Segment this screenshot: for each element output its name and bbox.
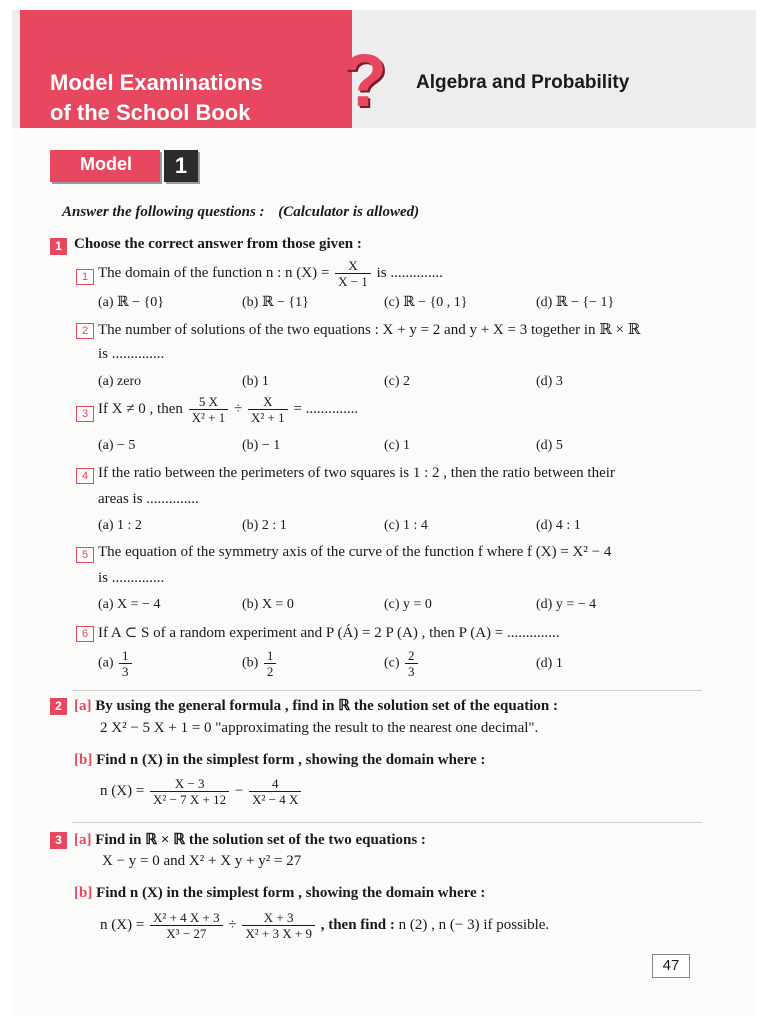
then-find: , then find : bbox=[320, 916, 395, 933]
option-d: (d) 1 bbox=[536, 656, 563, 671]
q1-item3-text bbox=[98, 394, 358, 425]
numerator: X + 3 bbox=[242, 910, 315, 926]
q1-item6-text: If A ⊂ S of a random experiment and P (Á) = 2 P (A) , then P (A) = .............. bbox=[98, 625, 560, 641]
denominator: X² + 3 X + 9 bbox=[245, 926, 312, 941]
page-number: 47 bbox=[652, 954, 690, 978]
option-fraction bbox=[264, 648, 277, 679]
option-label: (c) bbox=[384, 655, 400, 671]
q3a-text bbox=[74, 830, 426, 849]
option-label: (a) bbox=[98, 655, 114, 671]
q1-item2-text: The number of solutions of the two equations : X + y = 2 and y + X = 3 together in ℝ × ℝ bbox=[98, 322, 641, 338]
q1-item3-fraction1 bbox=[189, 394, 229, 425]
divider bbox=[72, 690, 702, 691]
fraction bbox=[150, 776, 229, 807]
subject-title: Algebra and Probability bbox=[416, 72, 630, 93]
option-b: (b) ℝ − {1} bbox=[242, 295, 309, 310]
option-c: (c) 2 bbox=[384, 374, 411, 389]
option-c bbox=[384, 648, 420, 679]
denominator: X³ − 27 bbox=[166, 926, 207, 941]
option-c: (c) 1 : 4 bbox=[384, 518, 428, 533]
option-a: (a) − 5 bbox=[98, 438, 136, 453]
fraction bbox=[242, 910, 315, 941]
numerator: X bbox=[248, 394, 288, 410]
subq-number: 6 bbox=[76, 626, 94, 642]
option-a: (a) zero bbox=[98, 374, 142, 389]
operator: ÷ bbox=[228, 916, 237, 933]
q1-heading: Choose the correct answer from those given : bbox=[74, 236, 362, 252]
model-number: 1 bbox=[164, 150, 198, 182]
chapter-title bbox=[50, 68, 263, 128]
denominator: X² − 4 X bbox=[252, 792, 299, 807]
numerator: 2 bbox=[405, 648, 418, 664]
denominator: X − 1 bbox=[338, 274, 368, 289]
q1-item5-text2: is .............. bbox=[98, 570, 165, 586]
q3a-heading: Find in ℝ × ℝ the solution set of the two equations : bbox=[95, 832, 426, 848]
q2b-heading: Find n (X) in the simplest form , showing the domain where : bbox=[96, 752, 486, 768]
denominator: 3 bbox=[122, 664, 129, 679]
question-badge-1: 1 bbox=[50, 238, 67, 255]
instructions bbox=[62, 204, 419, 221]
option-b: (b) X = 0 bbox=[242, 597, 294, 612]
denominator: 2 bbox=[266, 664, 274, 679]
option-a: (a) 1 : 2 bbox=[98, 518, 142, 533]
option-a: (a) ℝ − {0} bbox=[98, 295, 165, 310]
q1-item1-fraction bbox=[335, 258, 371, 289]
numerator: X² + 4 X + 3 bbox=[150, 910, 223, 926]
subq-number: 4 bbox=[76, 468, 94, 484]
numerator: X bbox=[335, 258, 371, 274]
subq-number: 3 bbox=[76, 406, 94, 422]
option-a bbox=[98, 648, 134, 679]
q1-item3-before: If X ≠ 0 , then bbox=[98, 400, 183, 417]
subq-number: 1 bbox=[76, 269, 94, 285]
option-c: (c) y = 0 bbox=[384, 597, 432, 612]
numerator: 4 bbox=[249, 776, 301, 792]
q3b-text bbox=[74, 885, 485, 902]
option-d: (d) y = − 4 bbox=[536, 597, 597, 612]
numerator: 5 X bbox=[189, 394, 229, 410]
q2a-heading: By using the general formula , find in ℝ the solution set of the equation : bbox=[95, 698, 558, 714]
option-b bbox=[242, 648, 278, 679]
divider bbox=[72, 822, 702, 823]
q1-item1-after: is .............. bbox=[376, 264, 443, 281]
operator: − bbox=[234, 782, 244, 799]
part-tag: [b] bbox=[74, 752, 93, 768]
option-c: (c) ℝ − {0 , 1} bbox=[384, 295, 468, 310]
question-badge-3: 3 bbox=[50, 832, 67, 849]
lhs: n (X) = bbox=[100, 782, 145, 799]
chapter-title-line1: Model Examinations bbox=[50, 70, 263, 95]
option-d: (d) 3 bbox=[536, 374, 563, 389]
denominator: X² + 1 bbox=[191, 410, 226, 425]
q3a-equation: X − y = 0 and X² + X y + y² = 27 bbox=[102, 853, 302, 869]
q2a-equation: 2 X² − 5 X + 1 = 0 "approximating the result to the nearest one decimal". bbox=[100, 720, 539, 736]
q1-item3-after: = .............. bbox=[293, 400, 359, 417]
q3b-expression bbox=[100, 910, 549, 941]
option-a: (a) X = − 4 bbox=[98, 597, 161, 612]
fraction bbox=[249, 776, 301, 807]
part-tag: [a] bbox=[74, 698, 92, 714]
fraction bbox=[150, 910, 223, 941]
option-d: (d) ℝ − {− 1} bbox=[536, 295, 615, 310]
q1-item5-text: The equation of the symmetry axis of the curve of the function f where f (X) = X² − 4 bbox=[98, 544, 612, 560]
model-label: Model bbox=[50, 150, 160, 182]
book-page bbox=[12, 10, 756, 1016]
part-tag: [a] bbox=[74, 832, 92, 848]
option-fraction bbox=[405, 648, 418, 679]
part-tag: [b] bbox=[74, 885, 93, 901]
option-d: (d) 4 : 1 bbox=[536, 518, 581, 533]
option-fraction bbox=[119, 648, 132, 679]
q1-item3-fraction2 bbox=[248, 394, 288, 425]
instructions-main: Answer the following questions : bbox=[62, 204, 265, 220]
q2a-text bbox=[74, 696, 558, 715]
instructions-note: (Calculator is allowed) bbox=[278, 204, 420, 220]
subq-number: 5 bbox=[76, 547, 94, 563]
operator: ÷ bbox=[234, 400, 243, 417]
numerator: X − 3 bbox=[150, 776, 229, 792]
q3b-heading: Find n (X) in the simplest form , showing the domain where : bbox=[96, 885, 486, 901]
subq-number: 2 bbox=[76, 323, 94, 339]
option-label: (b) bbox=[242, 655, 259, 671]
question-badge-2: 2 bbox=[50, 698, 67, 715]
q1-item1-text bbox=[98, 258, 443, 289]
q2b-text bbox=[74, 752, 485, 769]
q2b-expression bbox=[100, 776, 303, 807]
model-tag bbox=[50, 150, 198, 182]
denominator: 3 bbox=[408, 664, 415, 679]
q3b-tail: n (2) , n (− 3) if possible. bbox=[398, 916, 550, 933]
option-d: (d) 5 bbox=[536, 438, 563, 453]
denominator: X² + 1 bbox=[251, 410, 285, 425]
q1-item1-before: The domain of the function n : n (X) = bbox=[98, 264, 330, 281]
option-b: (b) 1 bbox=[242, 374, 269, 389]
option-b: (b) 2 : 1 bbox=[242, 518, 287, 533]
q1-item4-text2: areas is .............. bbox=[98, 491, 199, 507]
numerator: 1 bbox=[264, 648, 277, 664]
option-c: (c) 1 bbox=[384, 438, 411, 453]
numerator: 1 bbox=[119, 648, 132, 664]
lhs: n (X) = bbox=[100, 916, 145, 933]
q1-item2-text2: is .............. bbox=[98, 346, 165, 362]
question-mark-icon: ? bbox=[342, 39, 388, 122]
q1-item4-text: If the ratio between the perimeters of two squares is 1 : 2 , then the ratio between their bbox=[98, 465, 615, 481]
chapter-title-line2: of the School Book bbox=[50, 100, 251, 125]
denominator: X² − 7 X + 12 bbox=[153, 792, 227, 807]
option-b: (b) − 1 bbox=[242, 438, 281, 453]
